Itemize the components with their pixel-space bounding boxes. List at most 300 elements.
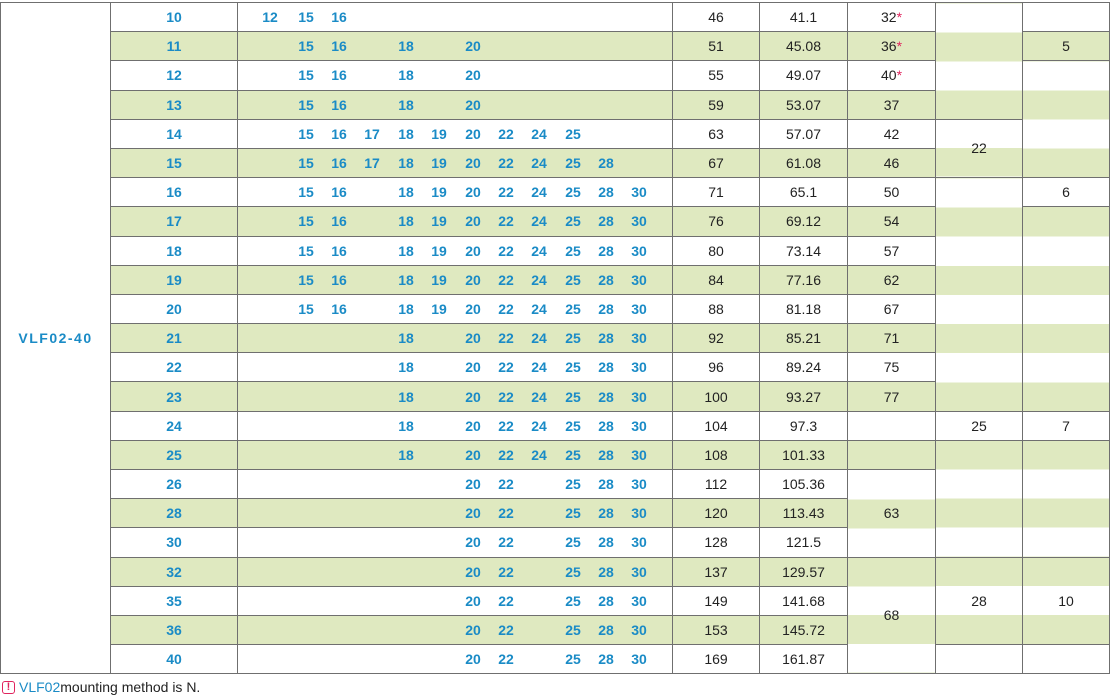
value-b-cell: 89.24	[760, 353, 848, 382]
option-value: 28	[598, 505, 614, 522]
option-value: 28	[598, 476, 614, 493]
value-c-cell	[848, 119, 936, 148]
option-value: 25	[565, 446, 581, 463]
value-e-cell: 7	[1023, 411, 1110, 440]
option-value: 20	[465, 96, 481, 113]
option-value: 15	[298, 184, 314, 201]
option-value: 16	[331, 242, 347, 259]
exclamation-warning-icon: !	[2, 681, 15, 694]
option-value: 16	[331, 155, 347, 172]
size-cell: 15	[111, 148, 238, 177]
option-value: 20	[465, 476, 481, 493]
option-value: 25	[565, 534, 581, 551]
option-value: 20	[465, 38, 481, 55]
option-value: 20	[465, 417, 481, 434]
table-row	[1, 3, 1110, 32]
value-b-cell: 85.21	[760, 324, 848, 353]
option-value: 30	[631, 184, 647, 201]
option-value: 22	[498, 155, 514, 172]
option-value: 28	[598, 155, 614, 172]
value-d-cell	[936, 3, 1023, 120]
value-a-cell: 59	[673, 90, 760, 119]
value-c-cell	[848, 207, 936, 236]
option-value: 20	[465, 359, 481, 376]
option-value: 15	[298, 242, 314, 259]
option-value: 16	[331, 184, 347, 201]
option-value: 17	[364, 125, 380, 142]
options-cell	[238, 645, 673, 674]
options-cell	[238, 294, 673, 323]
option-value: 20	[465, 184, 481, 201]
value-d-cell	[936, 645, 1023, 674]
option-value: 25	[565, 242, 581, 259]
options-cell	[238, 207, 673, 236]
option-value: 22	[498, 184, 514, 201]
value-c-cell	[848, 90, 936, 119]
option-value: 25	[565, 155, 581, 172]
option-value: 20	[465, 534, 481, 551]
option-value: 22	[498, 563, 514, 580]
options-cell	[238, 382, 673, 411]
value-a-cell: 128	[673, 528, 760, 557]
option-value: 22	[498, 505, 514, 522]
value-b-cell: 57.07	[760, 119, 848, 148]
option-value: 19	[431, 300, 447, 317]
option-value: 20	[465, 242, 481, 259]
option-value: 30	[631, 534, 647, 551]
value-c: 62	[883, 271, 900, 288]
value-e-cell	[1023, 61, 1110, 178]
table-row	[1, 178, 1110, 207]
option-value: 19	[431, 271, 447, 288]
value-c: 77	[883, 388, 900, 405]
value-a-cell: 92	[673, 324, 760, 353]
option-value: 18	[398, 388, 414, 405]
option-value: 30	[631, 651, 647, 668]
option-value: 24	[531, 125, 547, 142]
option-value: 28	[598, 213, 614, 230]
options-cell	[238, 324, 673, 353]
option-value: 28	[598, 417, 614, 434]
option-value: 16	[331, 38, 347, 55]
options-cell	[238, 265, 673, 294]
value-a-cell: 55	[673, 61, 760, 90]
value-c-cell	[848, 265, 936, 294]
option-value: 25	[565, 125, 581, 142]
value-c-cell	[848, 324, 936, 353]
option-value: 22	[498, 622, 514, 639]
option-value: 28	[598, 359, 614, 376]
value-a-cell: 51	[673, 32, 760, 61]
option-value: 20	[465, 155, 481, 172]
option-value: 20	[465, 505, 481, 522]
option-value: 20	[465, 330, 481, 347]
option-value: 15	[298, 67, 314, 84]
option-value: 18	[398, 330, 414, 347]
option-value: 30	[631, 271, 647, 288]
value-b-cell: 65.1	[760, 178, 848, 207]
value-c-cell	[848, 294, 936, 323]
option-value: 16	[331, 213, 347, 230]
footnote	[2, 679, 200, 695]
options-cell	[238, 557, 673, 586]
option-value: 22	[498, 213, 514, 230]
value-c-cell	[848, 148, 936, 177]
option-value: 30	[631, 476, 647, 493]
value-b-cell: 69.12	[760, 207, 848, 236]
value-b-cell: 53.07	[760, 90, 848, 119]
option-value: 20	[465, 622, 481, 639]
value-c: 57	[883, 242, 900, 259]
value-c: 50	[883, 184, 900, 201]
options-cell	[238, 61, 673, 90]
value-c: 37	[883, 96, 900, 113]
option-value: 24	[531, 417, 547, 434]
option-value: 25	[565, 330, 581, 347]
option-value: 30	[631, 213, 647, 230]
value-e-cell: 10	[1023, 557, 1110, 645]
option-value: 30	[631, 330, 647, 347]
value-e-cell	[1023, 440, 1110, 557]
option-value: 24	[531, 271, 547, 288]
value-b-cell: 81.18	[760, 294, 848, 323]
option-value: 16	[331, 96, 347, 113]
option-value: 22	[498, 651, 514, 668]
value-a-cell: 100	[673, 382, 760, 411]
option-value: 20	[465, 271, 481, 288]
value-d-cell: 25	[936, 411, 1023, 440]
value-a-cell: 67	[673, 148, 760, 177]
options-cell	[238, 440, 673, 469]
value-a-cell: 112	[673, 470, 760, 499]
option-value: 22	[498, 242, 514, 259]
option-value: 18	[398, 125, 414, 142]
value-b-cell: 45.08	[760, 32, 848, 61]
options-cell	[238, 178, 673, 207]
option-value: 18	[398, 213, 414, 230]
option-value: 15	[298, 9, 314, 26]
value-a-cell: 76	[673, 207, 760, 236]
option-value: 18	[398, 359, 414, 376]
option-value: 22	[498, 359, 514, 376]
options-cell	[238, 90, 673, 119]
option-value: 20	[465, 300, 481, 317]
options-cell	[238, 353, 673, 382]
options-cell	[238, 586, 673, 615]
value-b-cell: 121.5	[760, 528, 848, 557]
value-b-cell: 41.1	[760, 3, 848, 32]
options-cell	[238, 528, 673, 557]
option-value: 15	[298, 300, 314, 317]
size-cell: 28	[111, 499, 238, 528]
value-e-cell: 6	[1023, 178, 1110, 207]
value-c: 32	[880, 9, 897, 26]
value-a-cell: 80	[673, 236, 760, 265]
option-value: 15	[298, 213, 314, 230]
value-a-cell: 63	[673, 119, 760, 148]
size-cell: 13	[111, 90, 238, 119]
option-value: 22	[498, 446, 514, 463]
size-cell: 22	[111, 353, 238, 382]
option-value: 25	[565, 622, 581, 639]
option-value: 22	[498, 417, 514, 434]
option-value: 15	[298, 96, 314, 113]
option-value: 24	[531, 446, 547, 463]
table-row	[1, 411, 1110, 440]
option-value: 28	[598, 184, 614, 201]
option-value: 17	[364, 155, 380, 172]
value-d-cell	[936, 440, 1023, 557]
option-value: 22	[498, 125, 514, 142]
value-b-cell: 141.68	[760, 586, 848, 615]
options-cell	[238, 615, 673, 644]
value-c-cell	[848, 440, 936, 469]
option-value: 30	[631, 505, 647, 522]
size-cell: 21	[111, 324, 238, 353]
size-cell: 18	[111, 236, 238, 265]
size-cell: 25	[111, 440, 238, 469]
value-b-cell: 145.72	[760, 615, 848, 644]
option-value: 18	[398, 271, 414, 288]
size-cell: 35	[111, 586, 238, 615]
size-cell: 20	[111, 294, 238, 323]
spec-table	[0, 2, 1110, 674]
options-cell	[238, 470, 673, 499]
value-b-cell: 77.16	[760, 265, 848, 294]
option-value: 30	[631, 359, 647, 376]
option-value: 28	[598, 534, 614, 551]
value-c: 54	[883, 213, 900, 230]
option-value: 20	[465, 125, 481, 142]
option-value: 19	[431, 242, 447, 259]
value-a-cell: 96	[673, 353, 760, 382]
value-c-cell: 63	[848, 470, 936, 558]
value-d-cell	[936, 178, 1023, 412]
option-value: 25	[565, 271, 581, 288]
value-b-cell: 61.08	[760, 148, 848, 177]
option-value: 20	[465, 592, 481, 609]
value-c-cell	[848, 61, 936, 90]
option-value: 22	[498, 592, 514, 609]
value-e-cell	[1023, 207, 1110, 411]
options-cell	[238, 499, 673, 528]
option-value: 25	[565, 563, 581, 580]
value-e-cell	[1023, 645, 1110, 674]
value-b-cell: 129.57	[760, 557, 848, 586]
table-row	[1, 645, 1110, 674]
value-c: 36	[880, 38, 897, 55]
option-value: 30	[631, 592, 647, 609]
option-value: 25	[565, 651, 581, 668]
option-value: 28	[598, 651, 614, 668]
value-a-cell: 104	[673, 411, 760, 440]
option-value: 20	[465, 67, 481, 84]
option-value: 24	[531, 184, 547, 201]
options-cell	[238, 411, 673, 440]
option-value: 30	[631, 417, 647, 434]
option-value: 15	[298, 38, 314, 55]
option-value: 25	[565, 476, 581, 493]
option-value: 28	[598, 622, 614, 639]
option-value: 28	[598, 300, 614, 317]
value-a-cell: 137	[673, 557, 760, 586]
option-value: 24	[531, 242, 547, 259]
option-value: 18	[398, 417, 414, 434]
value-c: 75	[883, 359, 900, 376]
value-d-cell: 28	[936, 557, 1023, 645]
option-value: 22	[498, 388, 514, 405]
size-cell: 40	[111, 645, 238, 674]
option-value: 28	[598, 330, 614, 347]
value-e-cell: 5	[1023, 32, 1110, 61]
option-value: 20	[465, 563, 481, 580]
value-b-cell: 161.87	[760, 645, 848, 674]
option-value: 18	[398, 67, 414, 84]
table-row	[1, 557, 1110, 586]
option-value: 28	[598, 388, 614, 405]
value-c-cell	[848, 3, 936, 32]
size-cell: 10	[111, 3, 238, 32]
value-a-cell: 153	[673, 615, 760, 644]
size-cell: 30	[111, 528, 238, 557]
option-value: 20	[465, 446, 481, 463]
value-c-cell: 68	[848, 557, 936, 674]
value-a-cell: 120	[673, 499, 760, 528]
option-value: 28	[598, 446, 614, 463]
option-value: 30	[631, 300, 647, 317]
option-value: 28	[598, 242, 614, 259]
value-b-cell: 105.36	[760, 470, 848, 499]
options-cell	[238, 148, 673, 177]
value-c-cell	[848, 353, 936, 382]
option-value: 16	[331, 271, 347, 288]
option-value: 18	[398, 446, 414, 463]
value-a-cell: 169	[673, 645, 760, 674]
option-value: 25	[565, 184, 581, 201]
option-value: 20	[465, 388, 481, 405]
option-value: 30	[631, 446, 647, 463]
model-cell: VLF02-40	[1, 3, 111, 674]
value-c-cell	[848, 236, 936, 265]
value-c: 46	[883, 155, 900, 172]
option-value: 16	[331, 300, 347, 317]
option-value: 28	[598, 592, 614, 609]
option-value: 12	[262, 9, 278, 26]
size-cell: 24	[111, 411, 238, 440]
option-value: 25	[565, 213, 581, 230]
option-value: 15	[298, 155, 314, 172]
options-cell	[238, 236, 673, 265]
asterisk-mark: *	[896, 38, 903, 55]
option-value: 16	[331, 125, 347, 142]
value-b-cell: 93.27	[760, 382, 848, 411]
option-value: 25	[565, 417, 581, 434]
option-value: 16	[331, 67, 347, 84]
option-value: 25	[565, 505, 581, 522]
value-a-cell: 108	[673, 440, 760, 469]
option-value: 18	[398, 300, 414, 317]
option-value: 30	[631, 622, 647, 639]
options-cell	[238, 32, 673, 61]
value-b-cell: 49.07	[760, 61, 848, 90]
value-c-cell	[848, 32, 936, 61]
value-c: 71	[883, 330, 900, 347]
option-value: 24	[531, 155, 547, 172]
option-value: 22	[498, 476, 514, 493]
option-value: 18	[398, 155, 414, 172]
option-value: 25	[565, 300, 581, 317]
value-c: 40	[880, 67, 897, 84]
option-value: 18	[398, 38, 414, 55]
option-value: 25	[565, 359, 581, 376]
size-cell: 19	[111, 265, 238, 294]
options-cell	[238, 119, 673, 148]
value-c-cell	[848, 411, 936, 440]
option-value: 24	[531, 330, 547, 347]
option-value: 28	[598, 563, 614, 580]
option-value: 18	[398, 184, 414, 201]
value-e-cell	[1023, 3, 1110, 32]
option-value: 19	[431, 213, 447, 230]
option-value: 24	[531, 300, 547, 317]
value-c-cell	[848, 178, 936, 207]
option-value: 15	[298, 125, 314, 142]
option-value: 28	[598, 271, 614, 288]
value-b-cell: 73.14	[760, 236, 848, 265]
value-c-cell	[848, 382, 936, 411]
option-value: 15	[298, 271, 314, 288]
option-value: 22	[498, 271, 514, 288]
asterisk-mark: *	[896, 67, 903, 84]
option-value: 30	[631, 242, 647, 259]
option-value: 18	[398, 242, 414, 259]
asterisk-mark: *	[896, 9, 903, 26]
size-cell: 32	[111, 557, 238, 586]
size-cell: 11	[111, 32, 238, 61]
size-cell: 12	[111, 61, 238, 90]
value-c: 67	[883, 300, 900, 317]
option-value: 19	[431, 155, 447, 172]
size-cell: 23	[111, 382, 238, 411]
value-c: 42	[883, 125, 900, 142]
options-cell	[238, 3, 673, 32]
option-value: 20	[465, 651, 481, 668]
table-row	[1, 440, 1110, 469]
value-a-cell: 149	[673, 586, 760, 615]
option-value: 20	[465, 213, 481, 230]
table-row	[1, 119, 1110, 148]
footnote-text: mounting method is N.	[60, 679, 201, 695]
option-value: 24	[531, 213, 547, 230]
value-b-cell: 101.33	[760, 440, 848, 469]
size-cell: 16	[111, 178, 238, 207]
size-cell: 36	[111, 615, 238, 644]
option-value: 24	[531, 388, 547, 405]
size-cell: 14	[111, 119, 238, 148]
size-cell: 26	[111, 470, 238, 499]
value-a-cell: 46	[673, 3, 760, 32]
option-value: 25	[565, 592, 581, 609]
option-value: 24	[531, 359, 547, 376]
value-b-cell: 113.43	[760, 499, 848, 528]
value-b-cell: 97.3	[760, 411, 848, 440]
value-d-cell: 22	[936, 119, 1023, 177]
option-value: 19	[431, 125, 447, 142]
option-value: 19	[431, 184, 447, 201]
size-cell: 17	[111, 207, 238, 236]
value-a-cell: 88	[673, 294, 760, 323]
option-value: 18	[398, 96, 414, 113]
